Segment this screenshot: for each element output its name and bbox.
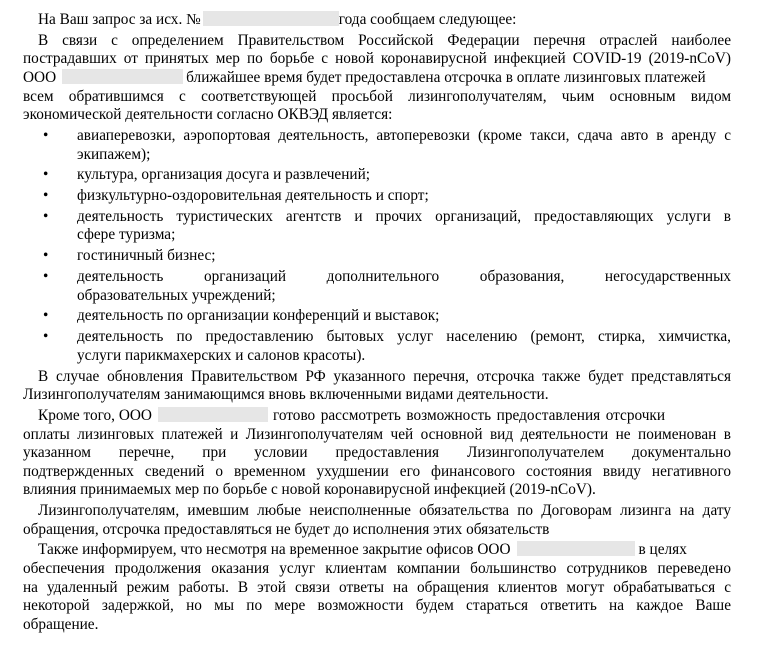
list-item (23, 328, 731, 365)
text-line: всем обратившимся с соответствующей просьбой лизингополучателям, чьим основным видом (23, 87, 731, 105)
list-item-line: образовательных учреждений; (77, 286, 276, 304)
text-line: указанном перечне, при условии предоставления Лизингополучателем документально (23, 444, 731, 462)
list-item-line: культура, организация досуга и развлечений; (77, 166, 371, 184)
text-fragment: ближайшее время будет предоставлена отсрочка в оплате лизинговых платежей (186, 68, 706, 86)
bullet-marker: • (43, 166, 49, 184)
list-item (23, 127, 731, 164)
text-line: Лизингополучателям занимающимся вновь включенными видами деятельности. (23, 386, 549, 404)
intro-text-after: года сообщаем следующее: (338, 11, 517, 28)
list-item-line: деятельность по организации конференций и выставок; (77, 307, 440, 325)
text-line: экономической деятельности согласно ОКВЭД является: (23, 106, 393, 124)
text-line: на удаленный режим работы. В этой связи ответы на обращения клиентов могут обрабатываться с (23, 578, 731, 596)
text-fragment: готово рассмотреть возможность предоставления отсрочки (272, 406, 666, 424)
bullet-marker: • (43, 328, 49, 346)
list-item (23, 166, 731, 185)
text-line: обеспечения продолжения оказания услуг клиентам компании большинство сотрудников переведено (23, 560, 731, 578)
text-line: В случае обновления Правительством РФ указанного перечня, отсрочка также будет представляться (38, 367, 731, 385)
bullet-marker: • (43, 247, 49, 265)
paragraph-remote-work (23, 541, 731, 634)
bullet-marker: • (43, 126, 49, 144)
redacted-company-name (62, 69, 183, 84)
text-line: влияния принимаемых мер по борьбе с новой коронавирусной инфекцией (2019-nCoV). (23, 481, 596, 499)
text-fragment: в целях (638, 541, 687, 559)
list-item-line: деятельность туристических агентств и прочих организаций, предоставляющих услуги в (77, 207, 731, 225)
paragraph-list-update (23, 368, 731, 405)
list-item-line: деятельность организаций дополнительного образования, негосударственных (77, 268, 731, 286)
industries-list (23, 127, 731, 365)
text-line: подтвержденных сведений о временном ухудшении его финансового состояния ввиду негативного (23, 462, 731, 480)
list-item-line: экипажем); (77, 145, 151, 163)
text-line: В связи с определением Правительством Российской Федерации перечня отраслей наиболее (38, 31, 731, 49)
redacted-company-name (517, 541, 635, 556)
text-line: Лизингополучателям, имевшим любые неисполненные обязательства по Договорам лизинга на дату (38, 502, 731, 520)
list-item (23, 208, 731, 245)
paragraph-other-lessees (23, 407, 731, 500)
paragraph-outstanding-obligations (23, 502, 731, 539)
bullet-marker: • (43, 268, 49, 286)
text-line: обращения, отсрочка предоставляться не будет до исполнения этих обязательств (23, 520, 550, 538)
text-line: некоторой задержкой, но мы по мере возможности будем стараться ответить на каждое Ваше (23, 597, 731, 615)
list-item (23, 187, 731, 206)
list-item-line: сфере туризма; (77, 226, 176, 244)
letter-document (23, 11, 731, 634)
bullet-marker: • (43, 187, 49, 205)
text-line: обращение. (23, 615, 99, 633)
text-fragment: Кроме того, ООО (38, 406, 152, 424)
list-item (23, 268, 731, 305)
list-item (23, 247, 731, 266)
redacted-company-name (158, 407, 268, 422)
text-fragment: Также информируем, что несмотря на временное закрытие офисов ООО (38, 541, 511, 559)
paragraph-deferral (23, 32, 731, 125)
text-line: оплаты лизинговых платежей и Лизингополучателям чей основной вид деятельности не поименован в (23, 425, 731, 443)
list-item-line: авиаперевозки, аэропортовая деятельность, автоперевозки (кроме такси, сдача авто в аренду с (77, 126, 731, 144)
list-item (23, 307, 731, 326)
list-item-line: гостиничный бизнес; (77, 247, 216, 265)
bullet-marker: • (43, 307, 49, 325)
list-item-line: деятельность по предоставлению бытовых услуг населению (ремонт, стирка, химчистка, (77, 328, 731, 346)
list-item-line: физкультурно-оздоровительная деятельность и спорт; (77, 187, 429, 205)
company-prefix: ООО (23, 68, 57, 86)
list-item-line: услуги парикмахерских и салонов красоты). (77, 346, 366, 364)
redacted-reference-number (203, 11, 339, 26)
intro-text-before: На Ваш запрос за исх. № (38, 11, 201, 28)
paragraph-intro (23, 11, 731, 30)
text-line: пострадавших от принятых мер по борьбе с новой коронавирусной инфекцией COVID-19 (2019-nCoV) (23, 50, 731, 68)
bullet-marker: • (43, 207, 49, 225)
